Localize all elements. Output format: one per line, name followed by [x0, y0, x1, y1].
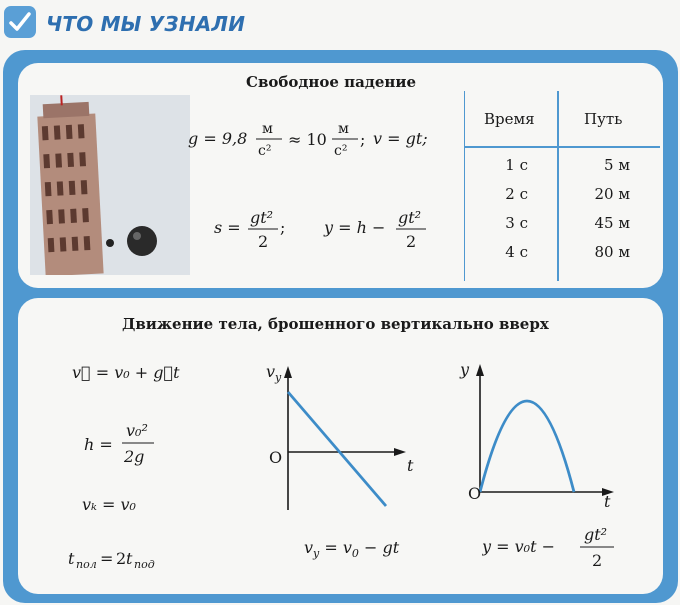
svg-text:;: ;: [280, 218, 286, 237]
height-graph-origin-label: O: [468, 484, 482, 503]
table-header-time: Время: [484, 110, 535, 128]
vertical-throw-panel: [18, 298, 663, 594]
svg-text:2: 2: [116, 549, 127, 568]
header: [0, 0, 680, 50]
table-cell-time: 3 с: [505, 214, 528, 232]
svg-text:y = v₀t −: y = v₀t −: [482, 537, 555, 556]
free-fall-panel: [18, 63, 663, 288]
svg-text:с²: с²: [258, 143, 272, 159]
svg-text:;: ;: [360, 130, 366, 149]
svg-text:vₖ = v₀: vₖ = v₀: [82, 495, 136, 514]
svg-text:с²: с²: [334, 143, 348, 159]
svg-text:h =: h =: [84, 435, 113, 454]
svg-text:2: 2: [258, 232, 269, 251]
height-graph-y-axis-label: y: [460, 360, 470, 379]
table-cell-path: 80 м: [594, 243, 630, 261]
svg-text:м: м: [338, 121, 349, 137]
table-header-path: Путь: [584, 110, 623, 128]
svg-text:v⃗ = v₀ + g⃗t: v⃗ = v₀ + g⃗t: [72, 363, 180, 382]
table-cell-path: 20 м: [594, 185, 630, 203]
svg-text:=: =: [100, 549, 114, 568]
table-cell-time: 1 с: [505, 156, 528, 174]
svg-text:2g: 2g: [124, 447, 145, 466]
velocity-graph-origin-label: O: [269, 448, 283, 467]
velocity-graph-x-axis-label: t: [407, 456, 414, 475]
svg-text:2: 2: [592, 551, 603, 570]
table-cell-path: 45 м: [594, 214, 630, 232]
leaning-tower-image: [30, 95, 190, 275]
vertical-throw-title: Движение тела, брошенного вертикально вверх: [122, 315, 549, 333]
gravity-formula: g = 9,8: [188, 129, 248, 148]
height-graph-x-axis-label: t: [604, 492, 611, 511]
check-pencil-icon: [2, 4, 38, 40]
svg-text:м: м: [262, 121, 273, 137]
svg-text:t: t: [126, 549, 133, 568]
page-title: ЧТО МЫ УЗНАЛИ: [46, 12, 246, 36]
svg-text:s =: s =: [214, 218, 241, 237]
vertical-throw-formulas: [68, 350, 218, 580]
svg-text:gt²: gt²: [250, 208, 274, 227]
table-cell-time: 2 с: [505, 185, 528, 203]
svg-text:пол: пол: [76, 558, 97, 571]
svg-text:t: t: [68, 549, 75, 568]
svg-text:gt²: gt²: [584, 525, 608, 544]
table-cell-time: 4 с: [505, 243, 528, 261]
svg-text:под: под: [134, 558, 155, 571]
height-graph: [458, 360, 628, 510]
svg-text:2: 2: [406, 232, 417, 251]
table-cell-path: 5 м: [604, 156, 630, 174]
velocity-graph-formula: $v_y = v_0$ − gt: [304, 538, 400, 561]
svg-text:≈ 10: ≈ 10: [288, 130, 327, 149]
svg-text:v₀²: v₀²: [126, 421, 148, 440]
svg-text:y = h −: y = h −: [324, 218, 386, 237]
velocity-graph-y-axis-label: $v_y$: [266, 362, 282, 385]
velocity-graph: [258, 360, 428, 520]
svg-text:gt²: gt²: [398, 208, 422, 227]
velocity-formula: v = gt;: [373, 129, 428, 148]
distance-formulas: [214, 203, 464, 253]
height-graph-formula: [482, 520, 642, 576]
free-fall-title: Свободное падение: [246, 73, 417, 91]
